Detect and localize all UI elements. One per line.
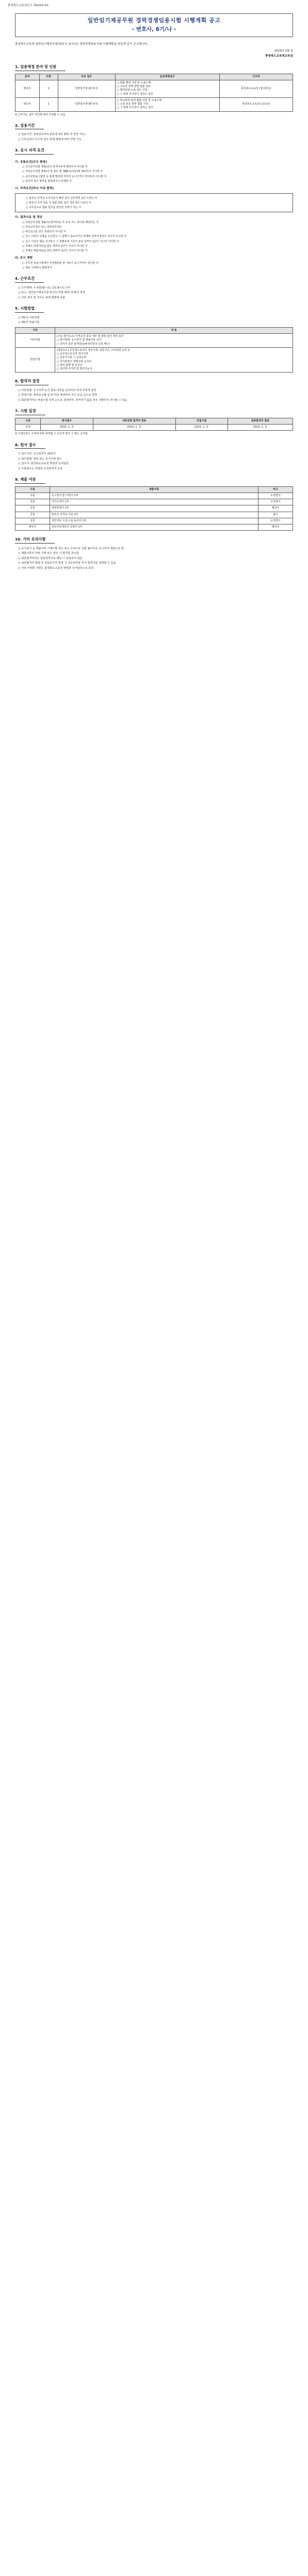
page-title: 일반임기제공무원 경력경쟁임용시험 시행계획 공고 xyxy=(87,16,221,24)
list-item: ○ 공무원으로 법률 업무를 담당한 경력이 있는 자 xyxy=(26,206,82,210)
list-item: ○ 최종합격자는 면접시험 성적 순으로 결정하며, 적격자가 없을 경우 선발하지 아니할 수 있음 xyxy=(18,398,127,402)
table-row xyxy=(15,347,293,372)
list-item: ○ 기타 복무 및 처우는 관계 법령에 따름 xyxy=(18,296,66,299)
list-item: ○ 제2차 면접시험 xyxy=(18,321,40,325)
list-item: ○ 공무원 임용시험에서 부정행위를 한 자로서 응시자격이 정지된 자 xyxy=(22,261,99,265)
section-title: 10. 기타 유의사항 xyxy=(15,537,55,543)
note: ※ 시험일정은 사정에 따라 변경될 수 있으며 변경 시 별도 공지함 xyxy=(15,432,88,436)
table-header: 비고 xyxy=(258,486,293,493)
table-row xyxy=(15,334,293,348)
duty-line: ○ 법률·행정 자문 및 소송수행 xyxy=(117,81,151,84)
subsection-title: 다. 결격사유 및 정년 xyxy=(15,216,43,219)
exam-method-table xyxy=(15,327,293,373)
announcement-number: 충청북도교육청공고 제2023-0호 xyxy=(8,4,49,7)
list-item: ○ 접수방법: 방문 또는 등기우편 접수 xyxy=(18,457,62,461)
table-cell: 2023. 1. 중 xyxy=(93,425,175,431)
list-item: ○ 근무형태: 주 5일(월~금), 1일 8시간 근무 xyxy=(18,286,71,290)
list-item: ○ 징계로 파면처분을 받은 때부터 5년이 지나지 아니한 자 xyxy=(22,244,88,248)
list-item: ○ 기타 자세한 사항은 충청북도교육청 행정과 인사담당으로 문의 xyxy=(18,566,94,570)
cell-field: 변호사 xyxy=(15,97,40,111)
table-row xyxy=(15,493,293,499)
cell-label: 공통 xyxy=(15,518,50,524)
table-header: 제출서류 xyxy=(50,486,258,493)
table-header: 구분 xyxy=(15,486,50,493)
list-item: ○ 남자의 경우 병역을 필하였거나 면제된 자 xyxy=(22,179,72,183)
list-item: ○ 지방공무원법 제31조(결격사유) 각 호의 어느 하나에 해당하는 자 xyxy=(22,221,99,224)
list-item: ○ 국가공무원법 제33조의 결격사유에 해당하지 아니한 자 xyxy=(22,165,88,169)
list-item: ○ 채용 신체검사 불합격자 xyxy=(22,266,52,270)
documents-table xyxy=(15,486,293,531)
section-period xyxy=(15,123,293,142)
list-item: ○ 서류전형: 응시자격 요건 충족 여부를 심사하여 적격·부적격 결정 xyxy=(18,388,96,392)
section-exam-method xyxy=(15,306,293,372)
table-row xyxy=(15,499,293,505)
section-schedule xyxy=(15,409,293,436)
cell-content xyxy=(55,334,293,348)
list-item: ○ 징계로 해임처분을 받은 때부터 3년이 지나지 아니한 자 xyxy=(22,249,88,253)
table-header: 담당예정업무 xyxy=(115,74,219,80)
section-notes xyxy=(15,537,293,570)
table-header: 주요 업무 xyxy=(58,74,115,80)
section-title: 3. 응시 자격 요건 xyxy=(15,148,54,154)
cell-label: 공통 xyxy=(15,512,50,518)
cell-memo: 해당자 xyxy=(258,524,293,531)
table-header: 원서접수 xyxy=(41,418,93,424)
cell-memo: 필수 xyxy=(258,512,293,518)
section-positions xyxy=(15,64,293,117)
cell-duties xyxy=(115,97,219,111)
section-title: 7. 시험 일정 xyxy=(15,409,45,415)
list-item: ○ 변호사 자격증 소지자로서 해당 분야 실무경력 2년 이상인 자 xyxy=(26,196,97,200)
cell-doc: 자기소개서 1부 xyxy=(50,499,258,505)
section-application xyxy=(15,443,293,471)
table-header: 면접시험 xyxy=(175,418,228,424)
subsection-title: 가. 공통요건(모두 충족) xyxy=(15,160,47,164)
section-conditions xyxy=(15,276,293,300)
line: ○ 의사표현의 정확성과 논리성 xyxy=(57,360,92,363)
line: ○ 평가방법: 응시원서 및 제출서류 심사 xyxy=(57,338,102,342)
line: ○ 예의·품행 및 성실성 xyxy=(57,363,83,367)
list-item: ○ 피성년후견인 또는 피한정후견인 xyxy=(22,225,62,229)
section-title: 5. 시험방법 xyxy=(15,306,44,312)
table-header: 근무처 xyxy=(219,74,293,80)
duty-line: ○ 행정심판·소송 업무 지원 xyxy=(117,89,148,92)
document xyxy=(8,0,300,570)
cell-label: 공통 xyxy=(15,505,50,512)
cell-count: 1 xyxy=(39,97,58,111)
duty-line: ○ 교원 보호 관련 법률 지원 xyxy=(117,103,149,106)
table-row xyxy=(15,97,293,111)
list-item: ○ 변호사 자격 취득 후 법률 관련 업무 경력 3년 이상인 자 xyxy=(26,201,91,205)
issuing-organization: 충청북도교육청교육감 xyxy=(265,55,293,58)
cell-doc: 경력증명서 1부 xyxy=(50,505,258,512)
table-header: 서류전형 합격자 발표 xyxy=(93,418,175,424)
table-cell: 2023. 2. 중 xyxy=(175,425,228,431)
table-row xyxy=(15,524,293,531)
duty-line: ○ 그 밖에 부서장이 정하는 업무 xyxy=(117,106,153,110)
section-title: 1. 임용예정 분야 및 인원 xyxy=(15,64,66,71)
line: ○ 창의력·의지력 및 발전가능성 xyxy=(57,367,92,371)
cell-doc: 개인정보 수집·이용 동의서 1부 xyxy=(50,518,258,524)
list-item: ○ 금고 이상의 형을 선고받고 그 집행유예 기간이 끝난 날부터 2년이 지나지 아니한 자 xyxy=(22,240,119,243)
list-item: ○ 최종합격자라도 임용결격사유 해당 시 임용하지 않음 xyxy=(18,556,83,560)
cell-grade: 일반임기제 (6기/나) xyxy=(58,80,115,97)
section-title: 9. 제출 서류 xyxy=(15,477,45,483)
table-header: 최종합격자 발표 xyxy=(228,418,293,424)
section-title: 2. 임용기간 xyxy=(15,123,44,129)
cell-place: 충청북도교육청 (교육국) xyxy=(219,97,293,111)
table-header: 분야 xyxy=(15,74,40,80)
section-title: 6. 합격자 결정 xyxy=(15,379,48,385)
title-box xyxy=(15,13,293,37)
line: ○ 적격자 전원 합격(임용예정인원의 일정 배수) xyxy=(57,342,110,346)
section-title: 4. 근무조건 xyxy=(15,276,44,282)
list-item: ○ 제출서류의 허위 기재 또는 위조 시 합격을 취소함 xyxy=(18,552,79,555)
cell-field: 변호사 xyxy=(15,80,40,97)
intro-text: 충청북도교육청 일반임기제공무원(변호사, 6기/나) 경력경쟁임용시험 시행계획을 다음과 같이 공고합니다. xyxy=(15,43,149,46)
cell-content xyxy=(55,347,293,372)
qualification-box xyxy=(15,193,293,213)
cell-doc: 취업지원대상자 증명서 1부 xyxy=(50,524,258,531)
list-item: ○ 지방공무원법 제31조 및 같은 법 제66조(정년)에 해당하지 아니한 자 xyxy=(22,170,103,174)
list-item: ○ 임용기간: 임용일로부터 2년(총 5년 범위 내 연장 가능) xyxy=(18,133,86,137)
list-item: ○ 우편접수는 마감일 도착분까지 유효 xyxy=(18,467,63,470)
duty-line: ○ 그 밖에 부서장이 정하는 업무 xyxy=(117,92,153,96)
list-item: ○ 공무원임용시험령 등 관계 법령에 의하여 응시자격이 정지되지 아니한 자 xyxy=(22,175,107,178)
list-item: ○ 금고 이상의 실형을 선고받고 그 집행이 종료되거나 면제된 날부터 5년이 지나지 아니한 자 xyxy=(22,235,127,239)
cell-doc: 변호사 자격증 사본 1부 xyxy=(50,512,258,518)
table-header: 구분 xyxy=(15,327,55,333)
cell-memo: 해당자 xyxy=(258,505,293,512)
table-cell: 2023. 2. 중 xyxy=(228,425,293,431)
table-header: 구분 xyxy=(15,418,41,424)
table-row xyxy=(15,505,293,512)
cell-memo: 소정양식 xyxy=(258,518,293,524)
announcement-date: 2023년 1월 일 xyxy=(274,49,293,53)
table-cell: 2023. 1. 중 xyxy=(41,425,93,431)
list-item: ○ 최종합격자 발표 후 임용포기자 발생 시 차순위자를 추가 합격자로 결정할 수 있음 xyxy=(18,562,116,565)
cell-memo: 소정양식 xyxy=(258,499,293,505)
subsection-title: 라. 응시 제한 xyxy=(15,257,33,260)
line: (평정요소) 공무원으로서의 정신자세, 전문지식, 의사표현 능력 등 xyxy=(57,348,131,352)
page-subtitle: - 변호사, 6기/나 - xyxy=(132,26,176,32)
section-documents xyxy=(15,477,293,531)
cell-memo: 소정양식 xyxy=(258,493,293,499)
cell-label: 해당자 xyxy=(15,524,50,531)
cell-label: 면접시험 xyxy=(15,347,55,372)
cell-grade: 일반임기제 (6기/나) xyxy=(58,97,115,111)
positions-table xyxy=(15,74,293,112)
list-item: ○ 응시원서 등 제출서류 기재사항 착오 또는 누락으로 인한 불이익은 응시자의 책임으로 함 xyxy=(18,547,124,550)
line: (주요 평가요소) 자격요건 충족 여부 및 관련 분야 경력 심사 xyxy=(57,335,124,338)
section-eligibility xyxy=(15,148,293,270)
list-item: ○ 접수처: 충청북도교육청 행정과 인사담당 xyxy=(18,462,69,466)
cell-label: 공통 xyxy=(15,499,50,505)
table-header: 내 용 xyxy=(55,327,293,333)
list-item: ○ 면접시험: 평정요소별 상·중·하로 평정하여 우수 등급 순으로 결정 xyxy=(18,394,98,397)
duty-line: ○ 학교폭력 관련 법률 자문 및 소송수행 xyxy=(117,98,161,102)
duty-line: ○ 교육청 정책 관련 법률 검토 xyxy=(117,85,151,89)
line: ○ 공무원으로서의 정신자세 xyxy=(57,352,88,356)
table-row xyxy=(15,425,293,431)
table-row xyxy=(15,512,293,518)
section-pass-decision xyxy=(15,379,293,402)
table-header: 인원 xyxy=(39,74,58,80)
schedule-table xyxy=(15,418,293,431)
list-item: ○ 보수: 일반임기제공무원 6기/나 연봉 범위 내 협의 결정 xyxy=(18,291,85,295)
table-cell: 일정 xyxy=(15,425,41,431)
cell-doc: 응시원서 및 이력서 1부 xyxy=(50,493,258,499)
cell-place: 충청북도교육청 (감사관실) xyxy=(219,80,293,97)
section-title: 8. 원서 접수 xyxy=(15,443,45,449)
cell-duties xyxy=(115,80,219,97)
table-row xyxy=(15,80,293,97)
note: ※ 근무지는 업무 여건에 따라 조정될 수 있음 xyxy=(15,113,66,116)
table-row xyxy=(15,518,293,524)
cell-label: 서류전형 xyxy=(15,334,55,348)
line: ○ 전문지식과 그 응용능력 xyxy=(57,356,87,360)
cell-count: 1 xyxy=(39,80,58,97)
cell-label: 공통 xyxy=(15,493,50,499)
list-item: ○ 파산선고를 받고 복권되지 아니한 자 xyxy=(22,230,66,234)
subsection-title: 나. 자격요건(하나 이상 충족) xyxy=(15,187,54,191)
list-item: ○ 제1차 서류전형 xyxy=(18,316,40,319)
list-item: ○ 근무실적이 우수한 경우 관계 법령에 따라 연장 가능 xyxy=(18,138,82,141)
list-item: ○ 접수기간: 공고일부터 15일간 xyxy=(18,452,56,456)
